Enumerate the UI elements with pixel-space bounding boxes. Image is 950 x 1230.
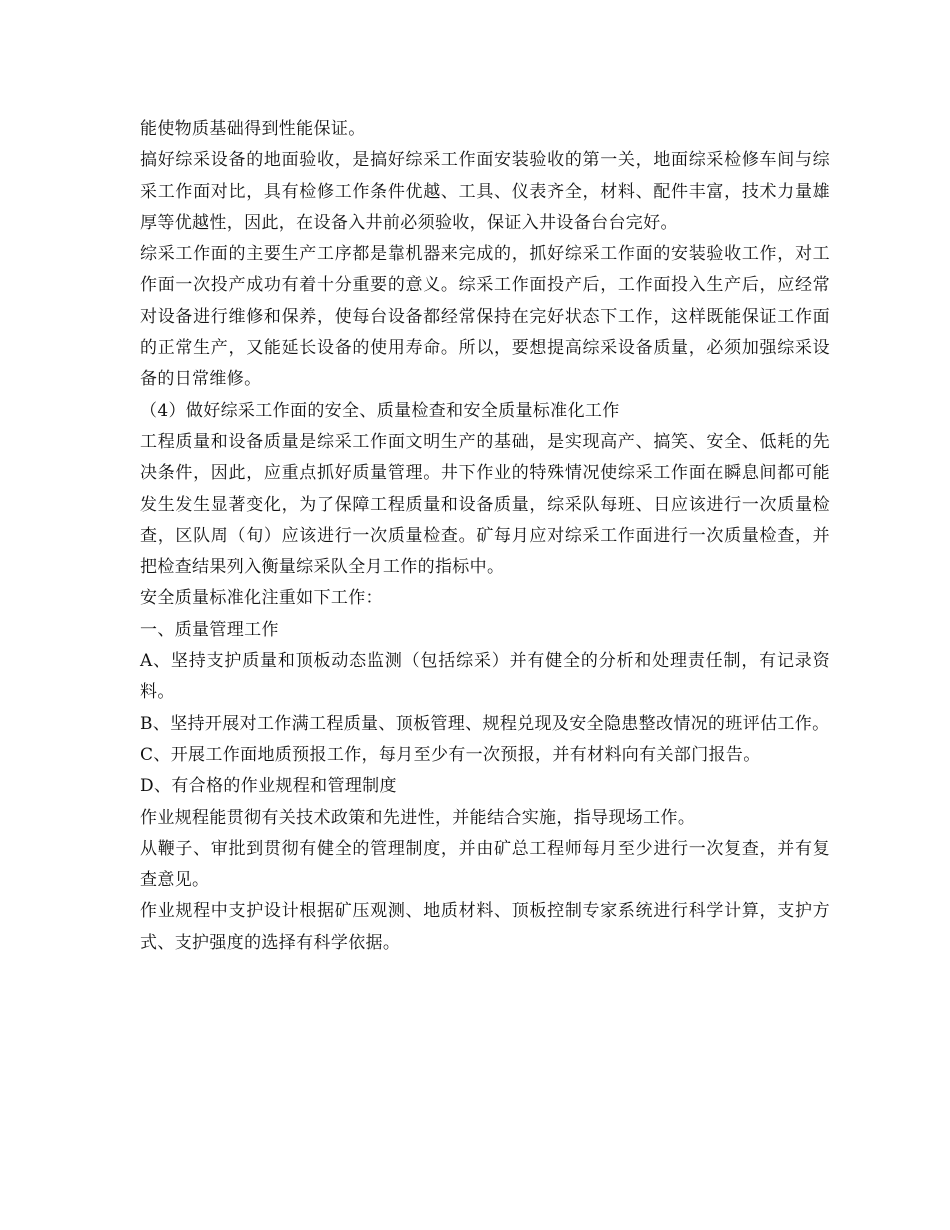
document-body	[140, 114, 830, 959]
paragraph-installation-maintenance: 综采工作面的主要生产工序都是靠机器来完成的，抓好综采工作面的安装验收工作，对工作面一次投产成功有着十分重要的意义。综采工作面投产后，工作面投入生产后，应经常对设备进行维修和保养，使每台设备都经常保持在完好状态下工作，这样既能保证工作面的正常生产，又能延长设备的使用寿命。所以，要想提高综采设备质量，必须加强综采设备的日常维修。	[140, 244, 830, 390]
paragraph-continuation: 能使物质基础得到性能保证。	[140, 119, 366, 139]
paragraph-ground-acceptance: 搞好综采设备的地面验收，是搞好综采工作面安装验收的第一关，地面综采检修车间与综采工作面对比，具有检修工作条件优越、工具、仪表齐全，材料、配件丰富，技术力量雄厚等优越性，因此，在设备入井前必须验收，保证入井设备台台完好。	[140, 150, 830, 233]
paragraph-standardization-intro: 安全质量标准化注重如下工作：	[140, 588, 383, 609]
paragraph-quality-inspection: 工程质量和设备质量是综采工作面文明生产的基础，是实现高产、搞笑、安全、低耗的先决条件，因此，应重点抓好质量管理。井下作业的特殊情况使综采工作面在瞬息间都可能发生发生显著变化，为了保障工程质量和设备质量，综采队每班、日应该进行一次质量检查，区队周（旬）应该进行一次质量检查。矿每月应对综采工作面进行一次质量检查，并把检查结果列入衡量综采队全月工作的指标中。	[140, 431, 830, 578]
list-item-d: D、有合格的作业规程和管理制度	[140, 776, 397, 797]
list-item-c: C、开展工作面地质预报工作，每月至少有一次预报，并有材料向有关部门报告。	[140, 744, 761, 765]
heading-quality-management: 一、质量管理工作	[140, 619, 279, 640]
paragraph-management-system: 从鞭子、审批到贯彻有健全的管理制度，并由矿总工程师每月至少进行一次复查，并有复查意见。	[140, 838, 830, 891]
list-item-b: B、坚持开展对工作满工程质量、顶板管理、规程兑现及安全隐患整改情况的班评估工作。	[140, 713, 830, 734]
section-heading-4: （4）做好综采工作面的安全、质量检查和安全质量标准化工作	[140, 400, 620, 421]
paragraph-support-design: 作业规程中支护设计根据矿压观测、地质材料、顶板控制专家系统进行科学计算，支护方式、支护强度的选择有科学依据。	[140, 901, 830, 953]
paragraph-regulation-policy: 作业规程能贯彻有关技术政策和先进性，并能结合实施，指导现场工作。	[140, 807, 696, 828]
list-item-a: A、坚持支护质量和顶板动态监测（包括综采）并有健全的分析和处理责任制，有记录资料。	[140, 651, 830, 703]
